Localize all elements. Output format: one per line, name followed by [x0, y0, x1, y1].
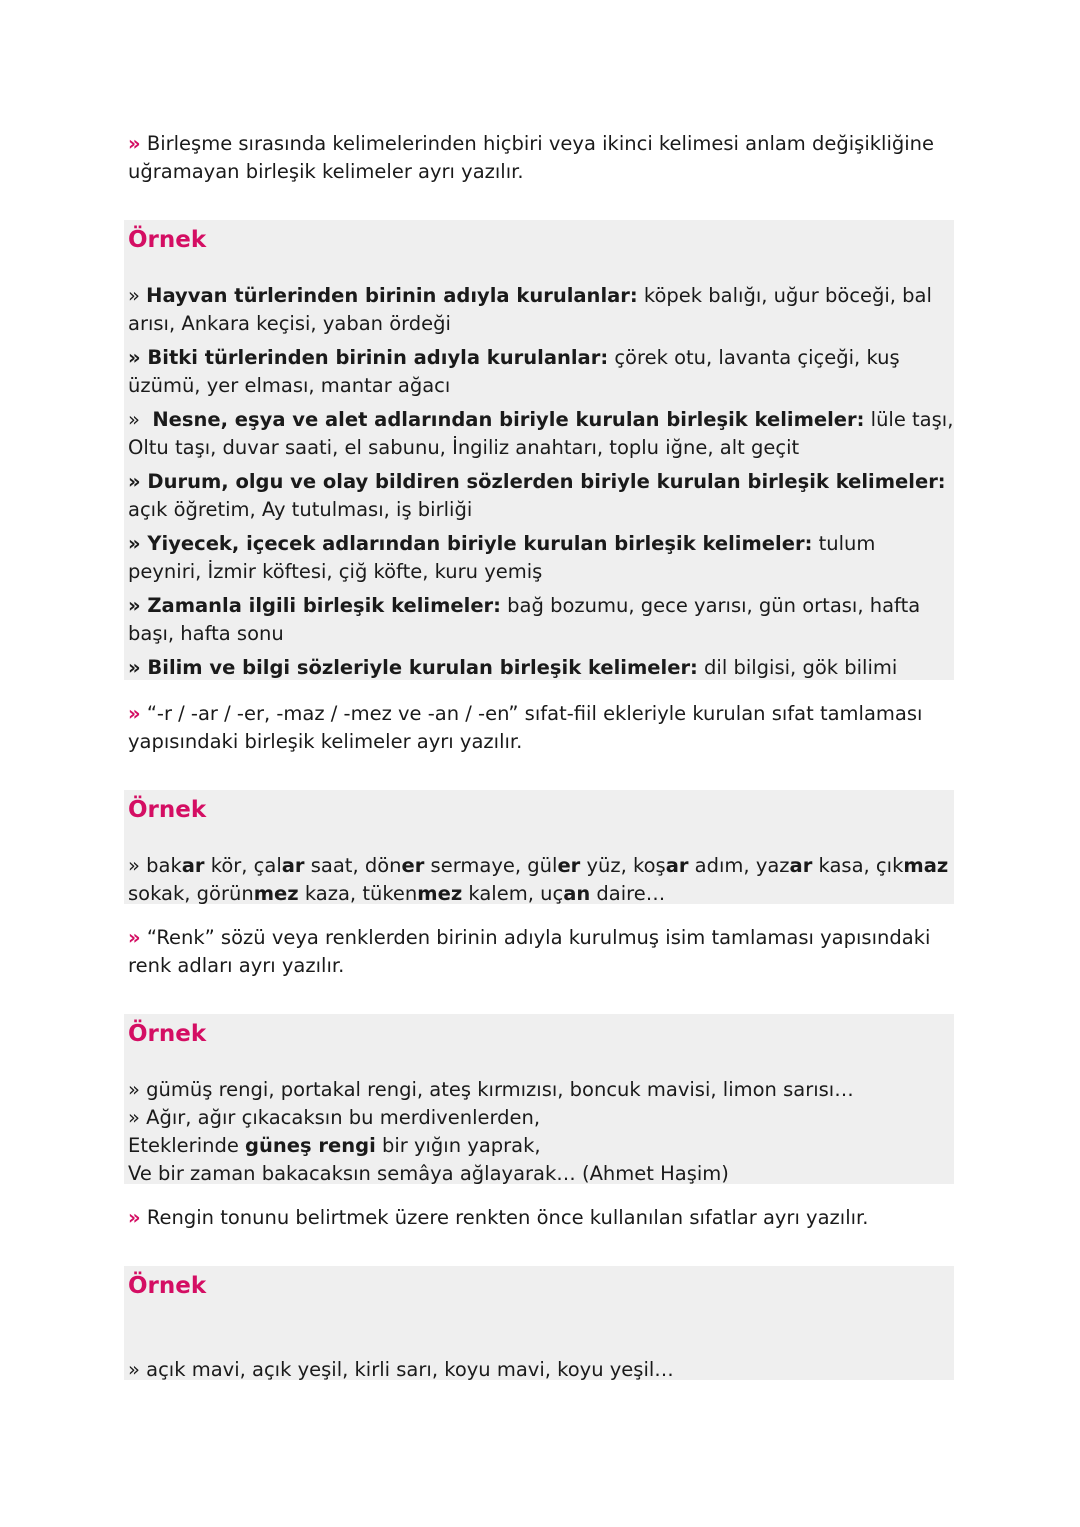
example-line: » gümüş rengi, portakal rengi, ateş kırmızısı, boncuk mavisi, limon sarısı…: [128, 1078, 854, 1101]
item-text: açık öğretim, Ay tutulması, iş birliği: [128, 498, 473, 521]
document-page: [128, 130, 954, 1380]
bullet-chevron: »: [128, 926, 141, 949]
example-text: » bak: [128, 854, 182, 877]
example-text: kaza, tüken: [298, 882, 418, 905]
list-item: » Hayvan türlerinden birinin adıyla kurulanlar: köpek balığı, uğur böceği, bal arısı, Ankara keçisi, yaban ördeği: [128, 284, 932, 335]
poem-emphasis: güneş rengi: [245, 1134, 376, 1157]
item-heading: Durum, olgu ve olay bildiren sözlerden biriyle kurulan birleşik kelimeler:: [147, 470, 946, 493]
item-text: tulum peyniri, İzmir köftesi, çiğ köfte, kuru yemiş: [128, 532, 876, 583]
suffix-emphasis: er: [557, 854, 581, 877]
item-text: köpek balığı, uğur böceği, bal arısı, Ankara keçisi, yaban ördeği: [128, 284, 932, 335]
poem-line: » Ağır, ağır çıkacaksın bu merdivenlerden,: [128, 1106, 541, 1129]
example-text: saat, dön: [304, 854, 402, 877]
suffix-emphasis: ar: [281, 854, 305, 877]
suffix-emphasis: ar: [665, 854, 689, 877]
item-text: çörek otu, lavanta çiçeği, kuş üzümü, yer elması, mantar ağacı: [128, 346, 900, 397]
suffix-emphasis: mez: [417, 882, 463, 905]
suffix-emphasis: ar: [181, 854, 205, 877]
example-title: Örnek: [128, 1021, 207, 1047]
item-heading: Nesne, eşya ve alet adlarından biriyle kurulan birleşik kelimeler:: [152, 408, 865, 431]
rule-text: [128, 700, 954, 756]
example-text: kasa, çık: [812, 854, 904, 877]
list-item: » Zamanla ilgili birleşik kelimeler: bağ bozumu, gece yarısı, gün ortası, hafta başı, hafta sonu: [128, 594, 921, 645]
rule-body: Birleşme sırasında kelimelerinden hiçbiri veya ikinci kelimesi anlam değişikliğine uğramayan birleşik kelimeler ayrı yazılır.: [128, 132, 935, 183]
rule-text: [128, 1204, 954, 1232]
list-item: » Bitki türlerinden birinin adıyla kurulanlar: çörek otu, lavanta çiçeği, kuş üzümü, yer elması, mantar ağacı: [128, 346, 900, 397]
item-text: bağ bozumu, gece yarısı, gün ortası, hafta başı, hafta sonu: [128, 594, 921, 645]
suffix-emphasis: mez: [253, 882, 299, 905]
suffix-emphasis: maz: [903, 854, 949, 877]
item-text: lüle taşı, Oltu taşı, duvar saati, el sabunu, İngiliz anahtarı, toplu iğne, alt geçit: [128, 408, 954, 459]
suffix-emphasis: ar: [789, 854, 813, 877]
example-title: Örnek: [128, 227, 207, 253]
item-text: dil bilgisi, gök bilimi: [697, 656, 898, 679]
poem-text: Eteklerinde: [128, 1134, 246, 1157]
item-heading: Hayvan türlerinden birinin adıyla kurulanlar:: [146, 284, 638, 307]
item-heading: Bitki türlerinden birinin adıyla kurulanlar:: [147, 346, 609, 369]
example-title: Örnek: [128, 797, 207, 823]
bullet-chevron: »: [128, 1206, 141, 1229]
example-box: [124, 790, 954, 904]
example-text: daire…: [590, 882, 666, 905]
suffix-emphasis: an: [563, 882, 591, 905]
example-text: yüz, koş: [580, 854, 666, 877]
example-text: adım, yaz: [688, 854, 790, 877]
bullet-chevron: »: [128, 132, 141, 155]
list-item: » Durum, olgu ve olay bildiren sözlerden biriyle kurulan birleşik kelimeler: açık öğretim, Ay tutulması, iş birliği: [128, 470, 946, 521]
example-text: sermaye, gül: [424, 854, 558, 877]
example-box: [124, 1266, 954, 1380]
rule-body: Rengin tonunu belirtmek üzere renkten önce kullanılan sıfatlar ayrı yazılır.: [146, 1206, 869, 1229]
example-box: [124, 220, 954, 680]
list-item: » Nesne, eşya ve alet adlarından biriyle kurulan birleşik kelimeler: lüle taşı, Oltu taşı, duvar saati, el sabunu, İngiliz anahtarı, toplu iğne, alt geçit: [128, 408, 954, 459]
example-text: kalem, uç: [462, 882, 564, 905]
list-item: » Yiyecek, içecek adlarından biriyle kurulan birleşik kelimeler: tulum peyniri, İzmir köftesi, çiğ köfte, kuru yemiş: [128, 532, 876, 583]
example-line: » açık mavi, açık yeşil, kirli sarı, koyu mavi, koyu yeşil…: [128, 1358, 674, 1381]
example-box: [124, 1014, 954, 1184]
list-item: » Bilim ve bilgi sözleriyle kurulan birleşik kelimeler: dil bilgisi, gök bilimi: [128, 656, 898, 679]
example-text: sokak, görün: [128, 882, 254, 905]
rule-body: “-r / -ar / -er, -maz / -mez ve -an / -en” sıfat-fiil ekleriyle kurulan sıfat tamlaması yapısındaki birleşik kelimeler ayrı yazılır.: [128, 702, 923, 753]
suffix-emphasis: er: [401, 854, 425, 877]
example-line: [128, 852, 954, 908]
example-title: Örnek: [128, 1273, 207, 1299]
item-heading: Bilim ve bilgi sözleriyle kurulan birleşik kelimeler:: [147, 656, 698, 679]
poem-line: Ve bir zaman bakacaksın semâya ağlayarak… (Ahmet Haşim): [128, 1162, 729, 1185]
rule-text: [128, 130, 954, 186]
example-text: kör, çal: [204, 854, 282, 877]
poem-line: [128, 1132, 954, 1160]
item-heading: Zamanla ilgili birleşik kelimeler:: [147, 594, 501, 617]
rule-body: “Renk” sözü veya renklerden birinin adıyla kurulmuş isim tamlaması yapısındaki renk adları ayrı yazılır.: [128, 926, 931, 977]
item-heading: Yiyecek, içecek adlarından biriyle kurulan birleşik kelimeler:: [147, 532, 813, 555]
bullet-chevron: »: [128, 702, 141, 725]
rule-text: [128, 924, 954, 980]
poem-text: bir yığın yaprak,: [375, 1134, 541, 1157]
